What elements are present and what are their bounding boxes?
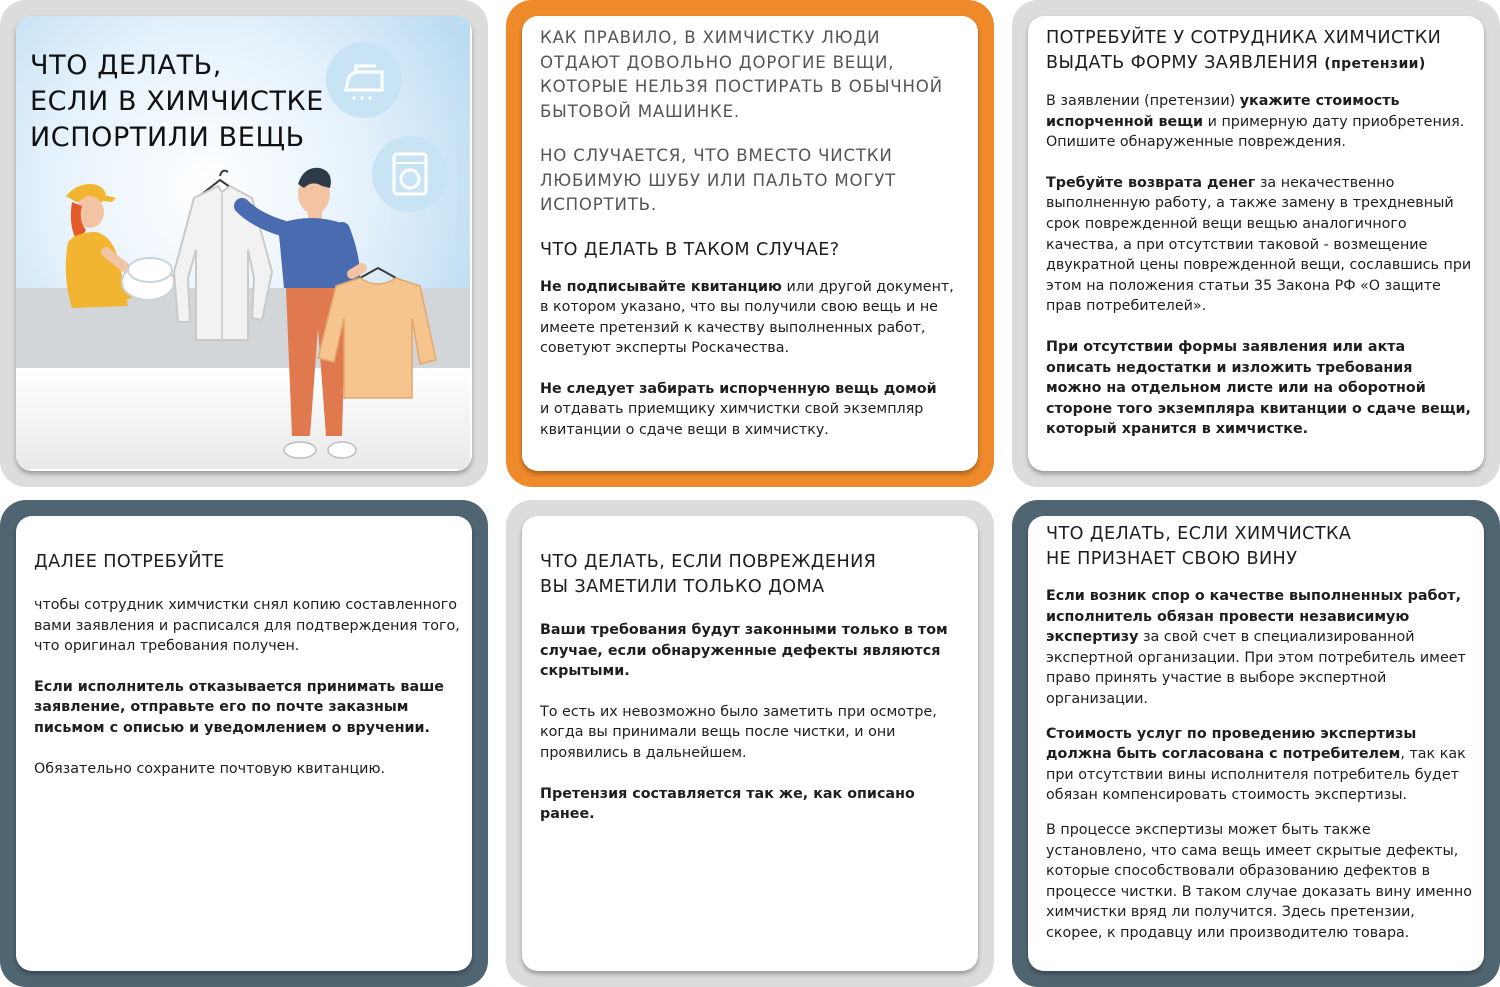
paragraph <box>540 620 966 682</box>
bold-text: Если возник спор о качестве выполненных работ, исполнитель обязан провести независимую экспертизу <box>1046 588 1462 646</box>
paragraph <box>540 784 966 825</box>
text: за некачественно выполненную работу, а также замену в трехдневный срок поврежденной вещи вещью аналогичного качества, а при отсутствии таковой - возмещение двукратной цены поврежденной вещи, сославшись при этом на положения статьи 35 Закона РФ «О защите прав потребителей». <box>1046 174 1472 315</box>
intro-paragraph: КАК ПРАВИЛО, В ХИМЧИСТКУ ЛЮДИ ОТДАЮТ ДОВОЛЬНО ДОРОГИЕ ВЕЩИ, КОТОРЫЕ НЕЛЬЗЯ ПОСТИРАТЬ В ОБЫЧНОЙ БЫТОВОЙ МАШИНКЕ. <box>540 28 943 121</box>
bold-text: Ваши требования будут законными только в том случае, если обнаруженные дефекты являются скрытыми. <box>540 622 948 680</box>
card-intro <box>506 0 994 487</box>
card-next-steps <box>0 500 488 987</box>
paragraph <box>540 379 966 441</box>
section-heading: ЧТО ДЕЛАТЬ В ТАКОМ СЛУЧАЕ? <box>540 239 840 260</box>
paragraph <box>1046 586 1472 710</box>
paragraph: Обязательно сохраните почтовую квитанцию. <box>34 760 386 777</box>
paragraph: То есть их невозможно было заметить при осмотре, когда вы принимали вещь после чистки, и они проявились в дальнейшем. <box>540 703 937 761</box>
text: , так как при отсутствии вины исполнителя потребитель будет обязан компенсировать стоимость экспертизы. <box>1046 746 1466 804</box>
heading-line: ЧТО ДЕЛАТЬ, ЕСЛИ ХИМЧИСТКА <box>1046 524 1352 544</box>
paragraph: чтобы сотрудник химчистки снял копию составленного вами заявления и расписался для подтверждения того, что оригинал требования получен. <box>34 597 460 655</box>
paragraph <box>1046 337 1472 440</box>
heading-line: НЕ ПРИЗНАЕТ СВОЮ ВИНУ <box>1046 549 1298 569</box>
card-title-line: ИСПОРТИЛИ ВЕЩЬ <box>30 122 305 153</box>
paragraph <box>1046 724 1472 806</box>
paragraph <box>540 277 966 359</box>
card-intro-inner <box>522 16 978 471</box>
section-heading <box>1046 26 1472 77</box>
text: и отдавать приемщику химчистки свой экземпляр квитанции о сдаче вещи в химчистку. <box>540 401 924 439</box>
section-heading <box>540 550 966 600</box>
card-claim-form-inner <box>1028 16 1484 471</box>
card-illustration-inner <box>16 16 472 471</box>
paragraph <box>1046 173 1472 317</box>
heading-text: ПОТРЕБУЙТЕ У СОТРУДНИКА ХИМЧИСТКИ ВЫДАТЬ ФОРМУ ЗАЯВЛЕНИЯ <box>1046 28 1442 73</box>
card-no-guilt <box>1012 500 1500 987</box>
heading-line: ЧТО ДЕЛАТЬ, ЕСЛИ ПОВРЕЖДЕНИЯ <box>540 552 877 572</box>
section-heading <box>1046 522 1472 572</box>
card-intro-content <box>540 26 966 441</box>
bold-text: Стоимость услуг по проведению экспертизы должна быть согласована с потребителем <box>1046 725 1417 763</box>
bold-text: Не следует забирать испорченную вещь домой <box>540 380 937 397</box>
text: за свой счет в специализированной экспертной организации. При этом потребитель имеет право принять участие в выборе экспертной организации. <box>1046 629 1466 707</box>
paragraph <box>34 677 460 739</box>
card-next-steps-inner <box>16 516 472 971</box>
heading-note: (претензии) <box>1324 56 1426 72</box>
card-next-steps-content <box>34 550 460 779</box>
paragraph: В процессе экспертизы может быть также установлено, что сама вещь имеет скрытые дефекты, которые способствовали образованию дефектов в процессе чистки. В таком случае доказать вину именно химчистки вряд ли получится. Здесь претензии, скорее, к продавцу или производителю товара. <box>1046 821 1472 941</box>
iron-icon <box>326 42 402 118</box>
card-no-guilt-inner <box>1028 516 1484 971</box>
bold-text: При отсутствии формы заявления или акта описать недостатки и изложить требования можно на отдельном листе или на оборотной стороне того экземпляра квитанции о сдаче вещи, который хранится в химчистке. <box>1046 338 1471 438</box>
heading-line: ВЫ ЗАМЕТИЛИ ТОЛЬКО ДОМА <box>540 577 825 597</box>
washing-machine-icon <box>372 136 448 212</box>
text: или другой документ, в котором указано, что вы получили свою вещь и не имеете претензий к качеству выполненных работ, советуют эксперты Роскачества. <box>540 278 954 357</box>
card-illustration <box>0 0 488 487</box>
bold-text: Не подписывайте квитанцию <box>540 278 782 295</box>
text: и примерную дату приобретения. Опишите обнаруженные повреждения. <box>1046 113 1465 151</box>
paragraph <box>1046 91 1472 153</box>
card-no-guilt-content <box>1046 522 1472 944</box>
intro-paragraph: НО СЛУЧАЕТСЯ, ЧТО ВМЕСТО ЧИСТКИ ЛЮБИМУЮ ШУБУ ИЛИ ПАЛЬТО МОГУТ ИСПОРТИТЬ. <box>540 146 897 214</box>
card-found-at-home-inner <box>522 516 978 971</box>
card-claim-form-content <box>1046 26 1472 440</box>
card-title-line: ЧТО ДЕЛАТЬ, <box>30 50 222 81</box>
text: В заявлении (претензии) <box>1046 93 1240 109</box>
card-claim-form <box>1012 0 1500 487</box>
bold-text: Если исполнитель отказывается принимать ваше заявление, отправьте его по почте заказным письмом с описью и уведомлением о вручении. <box>34 678 444 736</box>
card-title <box>30 48 324 156</box>
bold-text: Требуйте возврата денег <box>1046 174 1256 191</box>
bold-text: Претензия составляется так же, как описано ранее. <box>540 785 915 823</box>
card-title-line: ЕСЛИ В ХИМЧИСТКЕ <box>30 86 324 117</box>
bold-text: укажите стоимость испорченной вещи <box>1046 93 1400 130</box>
card-found-at-home <box>506 500 994 987</box>
card-found-at-home-content <box>540 550 966 825</box>
section-heading: ДАЛЕЕ ПОТРЕБУЙТЕ <box>34 552 225 572</box>
